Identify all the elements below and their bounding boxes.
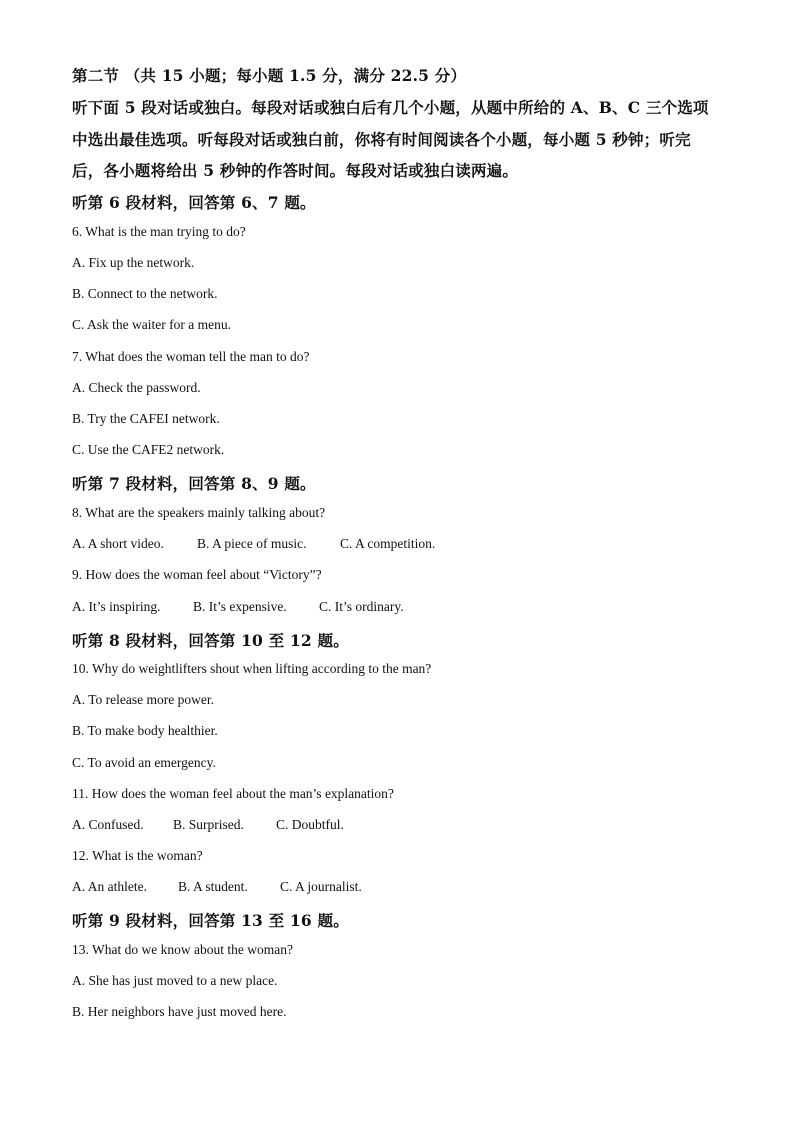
question-13: 13. What do we know about the woman?: [72, 942, 293, 957]
question-6: 6. What is the man trying to do?: [72, 224, 246, 239]
question-12: 12. What is the woman?: [72, 848, 203, 863]
group-heading: 听第 8 段材料，回答第 10 至 12 题。: [72, 631, 349, 650]
question-9: 9. How does the woman feel about “Victory”?: [72, 567, 322, 582]
options-row-8: [72, 536, 435, 552]
section-title: 第二节 （共 15 小题；每小题 1.5 分，满分 22.5 分）: [72, 66, 467, 85]
option-6a: A. Fix up the network.: [72, 255, 195, 270]
option-6b: B. Connect to the network.: [72, 286, 218, 301]
options-row-9: [72, 599, 404, 615]
option-6c: C. Ask the waiter for a menu.: [72, 317, 231, 332]
instruction-line-1: 听下面 5 段对话或独白。每段对话或独白后有几个小题，从题中所给的 A、B、C 三个选项: [72, 98, 709, 117]
option-13b: B. Her neighbors have just moved here.: [72, 1004, 287, 1019]
instruction-line-2: 中选出最佳选项。听每段对话或独白前，你将有时间阅读各个小题，每小题 5 秒钟；听完: [72, 130, 691, 149]
group-heading: 听第 7 段材料，回答第 8、9 题。: [72, 474, 316, 493]
question-10: 10. Why do weightlifters shout when lifting according to the man?: [72, 661, 432, 676]
option-10c: C. To avoid an emergency.: [72, 755, 216, 770]
question-11: 11. How does the woman feel about the man’s explanation?: [72, 786, 394, 801]
option-9b: B. It’s expensive.: [193, 599, 287, 614]
question-8: 8. What are the speakers mainly talking about?: [72, 505, 326, 520]
option-11a: A. Confused.: [72, 817, 144, 832]
option-10a: A. To release more power.: [72, 692, 215, 707]
options-row-11: [72, 817, 344, 833]
option-11c: C. Doubtful.: [276, 817, 344, 832]
question-7: 7. What does the woman tell the man to do?: [72, 349, 310, 364]
option-8c: C. A competition.: [340, 536, 436, 551]
group-heading: 听第 6 段材料，回答第 6、7 题。: [72, 193, 316, 212]
option-7c: C. Use the CAFE2 network.: [72, 442, 225, 457]
option-12a: A. An athlete.: [72, 879, 147, 894]
option-8b: B. A piece of music.: [197, 536, 307, 551]
option-10b: B. To make body healthier.: [72, 723, 218, 738]
option-7a: A. Check the password.: [72, 380, 201, 395]
option-11b: B. Surprised.: [173, 817, 244, 832]
option-13a: A. She has just moved to a new place.: [72, 973, 278, 988]
option-12b: B. A student.: [178, 879, 248, 894]
option-8a: A. A short video.: [72, 536, 164, 551]
option-9c: C. It’s ordinary.: [319, 599, 404, 614]
options-row-12: [72, 879, 362, 895]
option-9a: A. It’s inspiring.: [72, 599, 161, 614]
option-7b: B. Try the CAFEI network.: [72, 411, 220, 426]
group-heading: 听第 9 段材料，回答第 13 至 16 题。: [72, 911, 349, 930]
instruction-line-3: 后，各小题将给出 5 秒钟的作答时间。每段对话或独白读两遍。: [72, 161, 519, 180]
option-12c: C. A journalist.: [280, 879, 362, 894]
